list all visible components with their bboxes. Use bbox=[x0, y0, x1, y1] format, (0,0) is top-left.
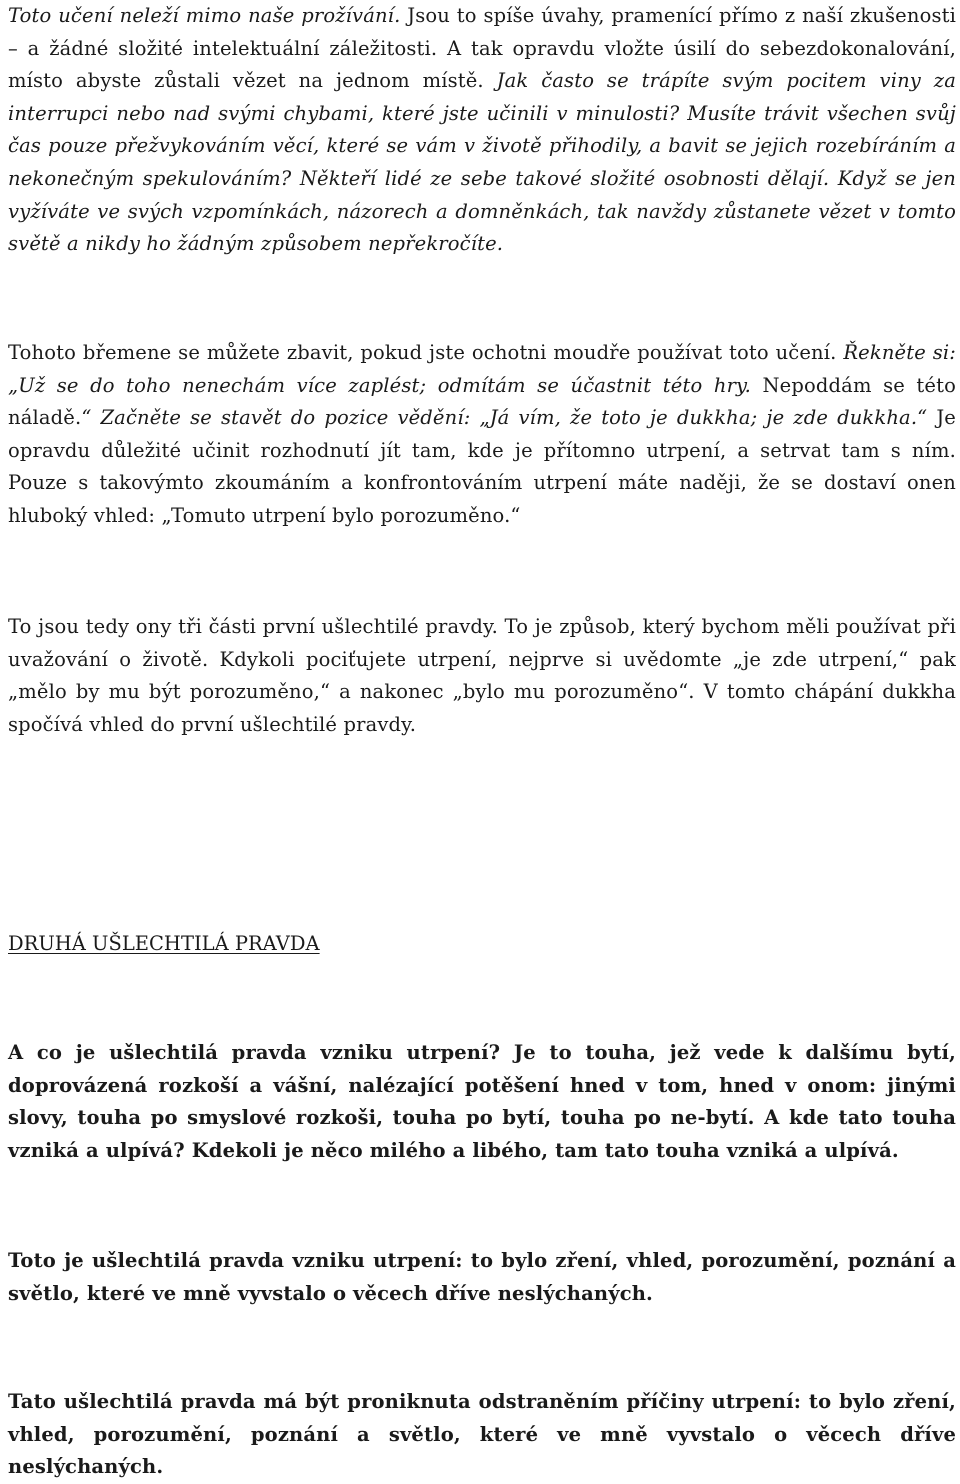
paragraph-5 bbox=[8, 1245, 956, 1310]
paragraph-6 bbox=[8, 1386, 956, 1484]
paragraph-1 bbox=[8, 0, 956, 261]
paragraph-1-sentence-1: Toto učení neleží mimo naše prožívání. bbox=[8, 4, 401, 27]
paragraph-2-sentence-5: Je opravdu důležité učinit rozhodnutí jít tam, kde je přítomno utrpení, a setrvat tam s ním. Pouze s takovýmto zkoumáním a konfrontováním utrpení máte naději, že se dostaví onen hluboký vhled: „Tomuto utrpení bylo porozuměno.“ bbox=[8, 406, 956, 527]
paragraph-2-sentence-4: “ Začněte se stavět do pozice vědění: „Já vím, že toto je dukkha; je zde dukkha.“ bbox=[81, 406, 928, 430]
paragraph-3-text: To jsou tedy ony tři části první ušlechtilé pravdy. To je způsob, který bychom měli používat při uvažování o životě. Kdykoli pociťujete utrpení, nejprve si uvědomte „je zde utrpení,“ pak „mělo by mu být porozuměno,“ a nakonec „bylo mu porozuměno“. V tomto chápání dukkha spočívá vhled do první ušlechtilé pravdy. bbox=[8, 615, 956, 736]
paragraph-1-sentence-3: Jak často se trápíte svým pocitem viny za interrupci nebo nad svými chybami, které jste učinili v minulosti? Musíte trávit všechen svůj čas pouze přežvykováním věcí, které se vám v životě přihodily, a bavit se jejich rozebíráním a nekonečným spekulováním? Někteří lidé ze sebe takové složité osobnosti dělají. bbox=[8, 69, 956, 190]
paragraph-2-sentence-2: Řekněte si: „Už se do toho nenechám více zaplést; odmítám se účastnit této hry. bbox=[8, 341, 956, 397]
paragraph-1-sentence-2: Jsou to spíše úvahy, pramenící přímo z naší zkušenosti – a žádné složité intelektuální záležitosti. A tak opravdu vložte úsilí do sebezdokonalování, místo abyste zůstali vězet na jednom místě. bbox=[8, 4, 956, 93]
paragraph-2 bbox=[8, 337, 956, 533]
paragraph-1-sentence-4: Když se jen vyžíváte ve svých vzpomínkách, názorech a domněnkách, tak navždy zůstanete vězet v tomto světě a nikdy ho žádným způsobem nepřekročíte. bbox=[8, 166, 956, 256]
paragraph-2-sentence-1: Tohoto břemene se můžete zbavit, pokud jste ochotni moudře používat toto učení. bbox=[8, 341, 837, 364]
paragraph-3 bbox=[8, 611, 956, 741]
paragraph-4 bbox=[8, 1037, 956, 1167]
paragraph-5-text: Toto je ušlechtilá pravda vzniku utrpení: to bylo zření, vhled, porozumění, poznání a světlo, které ve mně vyvstalo o věcech dříve neslýchaných. bbox=[8, 1249, 956, 1305]
section-heading: DRUHÁ UŠLECHTILÁ PRAVDA bbox=[8, 932, 320, 955]
paragraph-6-text: Tato ušlechtilá pravda má být proniknuta odstraněním příčiny utrpení: to bylo zření, vhled, porozumění, poznání a světlo, které ve mně vyvstalo o věcech dříve neslýchaných. bbox=[8, 1390, 956, 1479]
paragraph-2-sentence-3: Nepoddám se této náladě. bbox=[8, 373, 956, 430]
paragraph-4-text: A co je ušlechtilá pravda vzniku utrpení? Je to touha, jež vede k dalšímu bytí, doprovázená rozkoší a vášní, nalézající potěšení hned v tom, hned v onom: jinými slovy, touha po smyslové rozkoši, touha po bytí, touha po ne-bytí. A kde tato touha vzniká a ulpívá? Kdekoli je něco milého a libého, tam tato touha vzniká a ulpívá. bbox=[8, 1041, 956, 1162]
